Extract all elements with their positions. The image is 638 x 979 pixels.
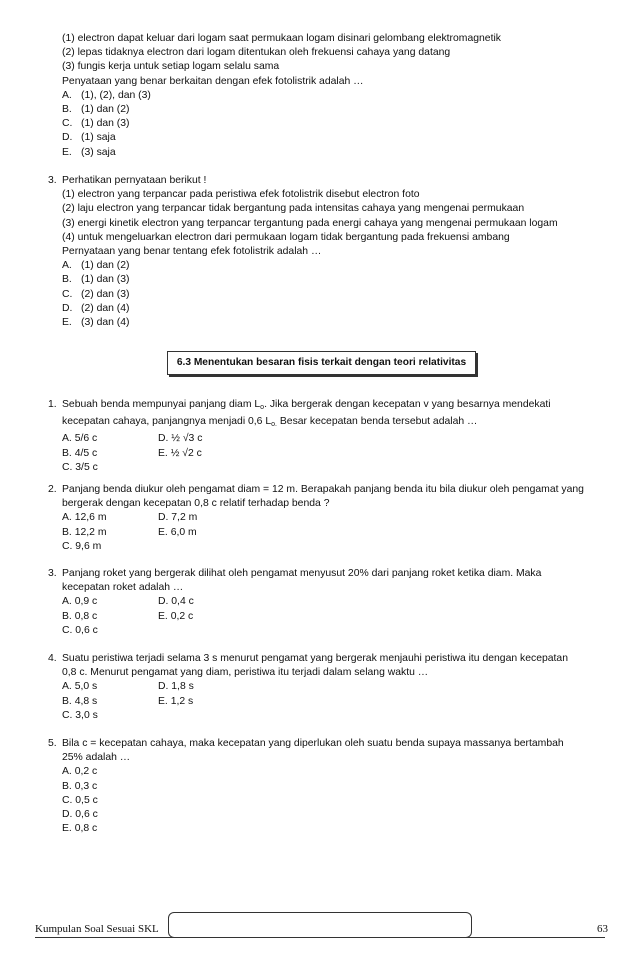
answer-option: A. (1) dan (2) (62, 260, 130, 272)
question-text: Panjang roket yang bergerak dilihat oleh pengamat menyusut 20% dari panjang roket ketika diam. Maka (62, 568, 542, 579)
answer-option: D. ½ √3 c (158, 433, 203, 445)
question-text: bergerak dengan kecepatan 0,8 c relatif terhadap benda ? (62, 498, 330, 510)
statement: (4) untuk mengeluarkan electron dari permukaan logam tidak bergantung pada frekuensi ambang (62, 231, 510, 243)
answer-option: B. 4/5 c (62, 447, 98, 459)
question-text: kecepatan roket adalah … (62, 582, 184, 594)
answer-option: C. 0,6 c (62, 624, 98, 636)
answer-option: C. 3/5 c (62, 461, 98, 473)
statement: (1) electron yang terpancar pada peristiwa efek fotolistrik disebut electron foto (62, 189, 420, 201)
question-number: 2. (48, 484, 57, 495)
answer-option: E. (3) dan (4) (62, 317, 130, 329)
answer-option: A. (1), (2), dan (3) (62, 89, 151, 101)
answer-option: D. 0,6 c (62, 809, 98, 821)
answer-option: B. 0,3 c (62, 780, 98, 792)
prev-question (62, 32, 607, 160)
question-3 (48, 174, 608, 330)
relativity-question-5 (48, 737, 608, 836)
answer-option: E. ½ √2 c (158, 447, 202, 459)
statement: (2) laju electron yang terpancar tidak bergantung pada intensitas cahaya yang mengenai permukaan (62, 203, 525, 215)
relativity-question-4 (48, 652, 608, 723)
answer-option: A. 12,6 m (62, 512, 107, 524)
section-heading: 6.3 Menentukan besaran fisis terkait dengan teori relativitas (167, 351, 476, 375)
page-number: 63 (597, 923, 608, 935)
question-number: 4. (48, 653, 57, 664)
answer-option: C. (2) dan (3) (62, 288, 130, 300)
answer-option: B. (1) dan (2) (62, 104, 130, 116)
relativity-question-2 (48, 483, 608, 554)
answer-option: D. (1) saja (62, 132, 116, 144)
relativity-question-1 (48, 398, 596, 475)
question-text: Sebuah benda mempunyai panjang diam $L_o$. Jika bergerak dengan kecepatan v yang besarnya mendekati (62, 399, 551, 411)
answer-option: E. (3) saja (62, 146, 116, 158)
answer-option: E. 1,2 s (158, 695, 194, 707)
question-text: 25% adalah … (62, 752, 131, 764)
answer-option: A. 5/6 c (62, 433, 98, 445)
answer-option: B. 12,2 m (62, 526, 107, 538)
answer-option: A. 0,9 c (62, 596, 98, 608)
question-number: 1. (48, 399, 57, 410)
question-text: Panjang benda diukur oleh pengamat diam = 12 m. Berapakah panjang benda itu bila diukur oleh pengamat yang (62, 484, 584, 495)
answer-options (62, 680, 608, 723)
answer-option: C. (1) dan (3) (62, 118, 130, 130)
answer-option: D. 1,8 s (158, 681, 194, 693)
answer-option: D. 7,2 m (158, 512, 198, 524)
answer-option: B. 0,8 c (62, 610, 98, 622)
question-text: kecepatan cahaya, panjangnya menjadi 0,6 $L_{o.}$ Besar kecepatan benda tersebut adalah … (62, 416, 478, 429)
answer-option: B. 4,8 s (62, 695, 98, 707)
question-prompt: Pernyataan yang benar tentang efek fotolistrik adalah … (62, 246, 322, 258)
answer-option: A. 5,0 s (62, 681, 98, 693)
answer-option: C. 9,6 m (62, 540, 102, 552)
prev-prompt: Penyataan yang benar berkaitan dengan efek fotolistrik adalah … (62, 75, 364, 87)
prev-statement: (1) electron dapat keluar dari logam saat permukaan logam disinari gelombang elektromagnetik (62, 33, 501, 44)
answer-option: E. 0,2 c (158, 610, 194, 622)
answer-option: B. (1) dan (3) (62, 274, 130, 286)
question-text: Suatu peristiwa terjadi selama 3 s menurut pengamat yang bergerak menjauhi peristiwa itu dengan kecepatan (62, 653, 568, 664)
answer-option: E. 6,0 m (158, 526, 197, 538)
prev-statement: (2) lepas tidaknya electron dari logam ditentukan oleh frekuensi cahaya yang datang (62, 47, 451, 59)
answer-options (62, 432, 596, 475)
statement: (3) energi kinetik electron yang terpancar tergantung pada energi cahaya yang mengenai permukaan logam (62, 217, 558, 229)
answer-option: C. 3,0 s (62, 709, 98, 721)
answer-option: C. 0,5 c (62, 794, 98, 806)
answer-options (62, 511, 608, 554)
footer-box (168, 912, 472, 938)
answer-option: D. (2) dan (4) (62, 302, 130, 314)
answer-option: D. 0,4 c (158, 596, 194, 608)
answer-options (62, 595, 596, 638)
question-number: 3. (48, 568, 57, 579)
question-number: 5. (48, 738, 57, 749)
answer-option: A. 0,2 c (62, 766, 98, 778)
question-text: Bila c = kecepatan cahaya, maka kecepatan yang diperlukan oleh suatu benda supaya massanya bertambah (62, 738, 564, 749)
relativity-question-3 (48, 567, 596, 638)
question-title: Perhatikan pernyataan berikut ! (62, 175, 207, 186)
question-number: 3. (48, 175, 57, 186)
footer-title: Kumpulan Soal Sesuai SKL (35, 923, 159, 935)
answer-option: E. 0,8 c (62, 823, 98, 835)
prev-statement: (3) fungis kerja untuk setiap logam selalu sama (62, 61, 280, 73)
question-text: 0,8 c. Menurut pengamat yang diam, peristiwa itu terjadi dalam selang waktu … (62, 667, 429, 679)
